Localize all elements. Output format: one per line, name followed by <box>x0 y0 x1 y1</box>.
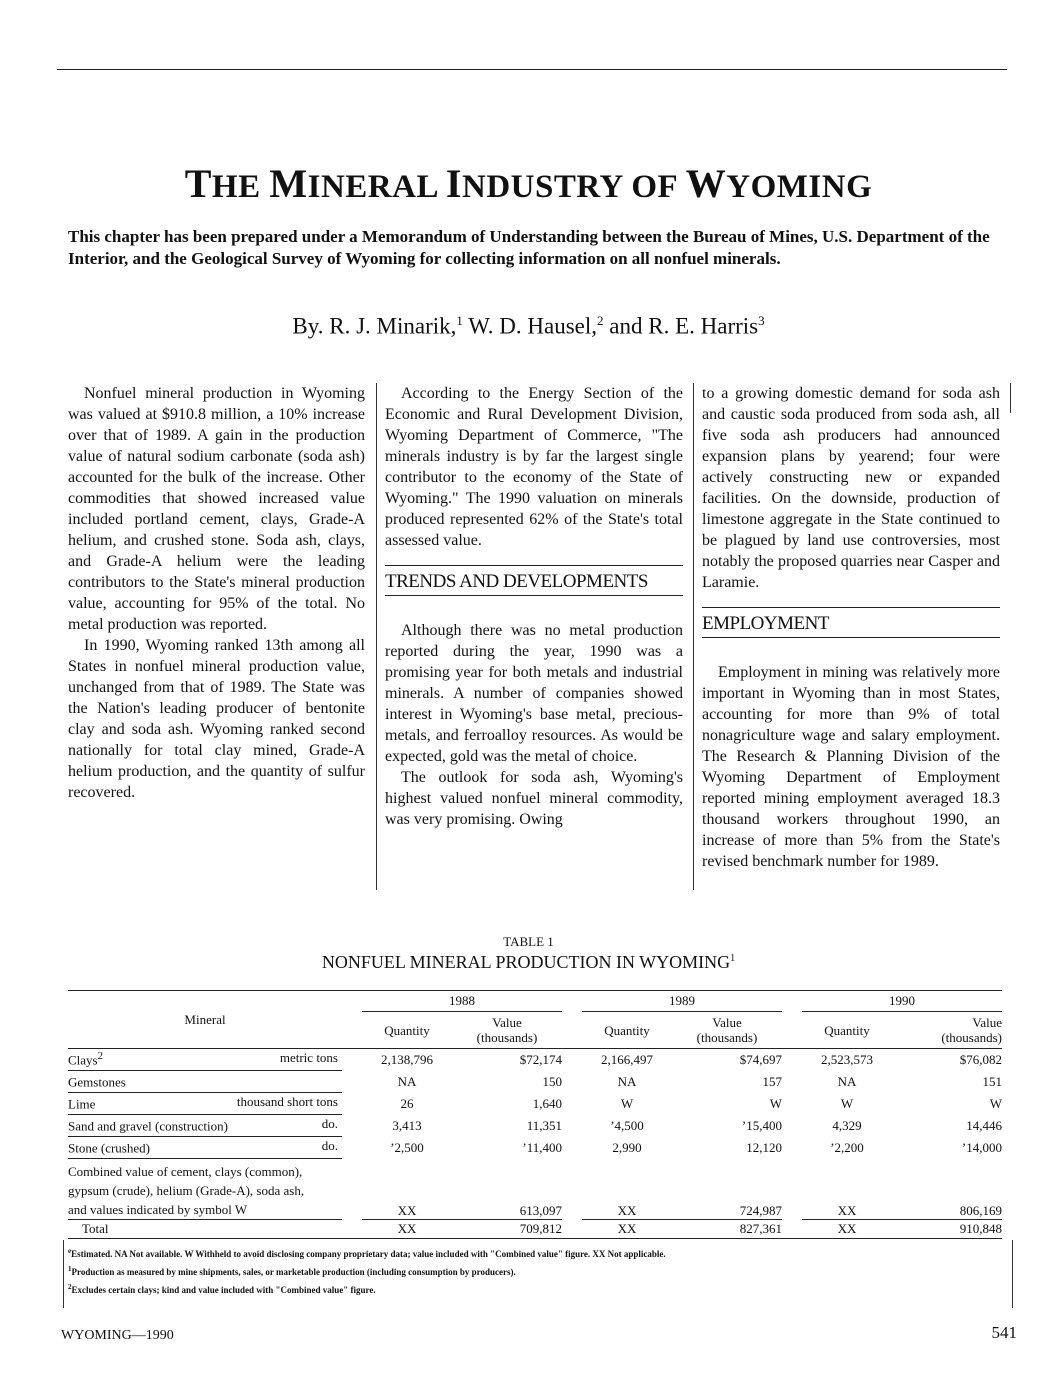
table-cell: XX <box>362 1159 452 1220</box>
table-caption: TABLE 1 <box>503 934 554 949</box>
table-footnotes <box>68 1244 666 1298</box>
table-cell: 2,138,796 <box>381 1051 433 1067</box>
table-cell: 1,640 <box>532 1095 562 1111</box>
table-cell: 4,329 <box>832 1117 862 1133</box>
value-header: Value (thousands) <box>892 1012 1002 1049</box>
mineral-production-table <box>68 991 1002 1239</box>
column-divider <box>376 383 377 890</box>
table-cell: ’4,500 <box>610 1117 644 1133</box>
table-cell: 26 <box>400 1095 414 1111</box>
table-row <box>68 1115 1002 1137</box>
table-cell: $72,174 <box>519 1051 562 1067</box>
margin-rule <box>63 1240 64 1308</box>
row-label: Lime thousand short tons <box>68 1093 342 1115</box>
column-divider <box>1010 383 1011 413</box>
paragraph: Although there was no metal production reported during the year, 1990 was a promising year for both metals and industrial minerals. A number of companies showed interest in Wyoming's base metal, precious-metals, and ferroalloy resources. As would be expected, gold was the metal of choice. <box>385 622 683 765</box>
mineral-column-header: Mineral <box>68 991 342 1049</box>
table-cell: 2,523,573 <box>821 1051 873 1067</box>
table-row-combined <box>68 1159 1002 1220</box>
table-cell: ’15,400 <box>741 1117 782 1133</box>
top-rule <box>57 69 1007 70</box>
row-label: Clays$^2$ metric tons <box>68 1049 342 1071</box>
table-cell: 613,097 <box>452 1159 562 1220</box>
value-header: Value (thousands) <box>452 1012 562 1049</box>
table-cell: XX <box>582 1159 672 1220</box>
table-cell: ’14,000 <box>961 1139 1002 1155</box>
quantity-header: Quantity <box>582 1012 672 1049</box>
table-cell: 724,987 <box>672 1159 782 1220</box>
table-cell: 3,413 <box>392 1117 422 1133</box>
table-cell: 910,848 <box>892 1220 1002 1239</box>
column-3 <box>702 383 1000 872</box>
page-title <box>0 160 1057 207</box>
paragraph: Nonfuel mineral production in Wyoming was valued at $910.8 million, a 10% increase over that of 1989. A gain in the production value of natural sodium carbonate (soda ash) accounted for the bulk of the increase. Other commodities that showed increased value included portland cement, clays, Grade-A helium, and crushed stone. Soda ash, clays, and Grade-A helium were the leading contributors to the State's mineral production value, accounting for 95% of the total. No metal production was reported. <box>68 385 365 633</box>
table-cell: 151 <box>982 1073 1002 1089</box>
column-divider <box>693 383 694 890</box>
table-title: NONFUEL MINERAL PRODUCTION IN WYOMING$^1$ <box>321 952 736 972</box>
table-cell: NA <box>837 1073 857 1089</box>
table-cell: 12,120 <box>746 1139 782 1155</box>
footnote: $^e$Estimated. NA Not available. W Withheld to avoid disclosing company proprietary data; value included with "Combined value" figure. XX Not applicable. <box>68 1247 666 1259</box>
table-cell: ’2,500 <box>390 1139 424 1155</box>
table-cell: NA <box>617 1073 637 1089</box>
byline: By. R. J. Minarik,$^1$ W. D. Hausel,$^2$ and R. E. Harris$^3$ <box>292 313 765 339</box>
table-row <box>68 1071 1002 1093</box>
table-row <box>68 1093 1002 1115</box>
quantity-header: Quantity <box>802 1012 892 1049</box>
table-cell: 14,446 <box>966 1117 1002 1133</box>
table-cell: 11,351 <box>526 1117 562 1133</box>
table-cell: W <box>620 1095 634 1111</box>
table-cell: W <box>989 1095 1002 1111</box>
table-cell: XX <box>582 1220 672 1239</box>
paragraph: The outlook for soda ash, Wyoming's highest valued nonfuel mineral commodity, was very promising. Owing <box>385 769 683 828</box>
margin-rule <box>1012 1240 1013 1308</box>
table-cell: W <box>840 1095 854 1111</box>
table-cell: NA <box>397 1073 417 1089</box>
table-cell: XX <box>362 1220 452 1239</box>
title-word-1: THE <box>184 161 270 206</box>
year-header-1989: 1989 <box>582 991 782 1012</box>
paragraph: According to the Energy Section of the Economic and Rural Development Division, Wyoming Department of Commerce, "The minerals industry is by far the largest single contributor to the economy of the State of Wyoming." The 1990 valuation on minerals produced represented 62% of the State's total assessed value. <box>385 385 683 549</box>
table-cell: 827,361 <box>672 1220 782 1239</box>
footnote: $^2$Excludes certain clays; kind and value included with "Combined value" figure. <box>68 1283 376 1295</box>
table-row <box>68 1137 1002 1159</box>
memorandum-note: This chapter has been prepared under a Memorandum of Understanding between the Bureau of Mines, U.S. Department of the Interior, and the Geological Survey of Wyoming for collecting information on all nonfuel minerals. <box>68 227 990 268</box>
table-cell: $76,082 <box>959 1051 1002 1067</box>
row-label: Sand and gravel (construction) do. <box>68 1115 342 1137</box>
row-label: Total <box>68 1220 342 1239</box>
row-label: Stone (crushed) do. <box>68 1137 342 1159</box>
year-header-1990: 1990 <box>802 991 1002 1012</box>
section-heading-employment: EMPLOYMENT <box>702 607 1000 638</box>
section-heading-trends: TRENDS AND DEVELOPMENTS <box>385 565 683 596</box>
page-number: 541 <box>991 1323 1017 1342</box>
paragraph: to a growing domestic demand for soda ash and caustic soda produced from soda ash, all five soda ash producers had announced expansion plans by yearend; four were actively constructing new or expanded facilities. On the downside, production of limestone aggregate in the State continued to be plagued by land use controversies, most notably the proposed quarries near Casper and Laramie. <box>702 385 1000 591</box>
table-cell: W <box>769 1095 782 1111</box>
paragraph: In 1990, Wyoming ranked 13th among all States in nonfuel mineral production value, unchanged from that of 1989. The State was the Nation's leading producer of bentonite clay and soda ash. Wyoming ranked second nationally for total clay mined, Grade-A helium production, and the quantity of sulfur recovered. <box>68 637 365 801</box>
value-header: Value (thousands) <box>672 1012 782 1049</box>
table-row <box>68 1049 1002 1071</box>
paragraph: Employment in mining was relatively more important in Wyoming than in most States, accounting for more than 9% of total nonagriculture wage and salary employment. The Research & Planning Division of the Wyoming Department of Employment reported mining employment averaged 18.3 thousand workers throughout 1990, an increase of more than 5% from the State's revised benchmark number for 1989. <box>702 664 1000 870</box>
table-cell: 150 <box>542 1073 562 1089</box>
column-2 <box>385 383 683 830</box>
table-cell: 157 <box>762 1073 782 1089</box>
running-footer: WYOMING—1990 <box>61 1328 174 1343</box>
footnote: $^1$Production as measured by mine shipments, sales, or marketable production (including consumption by producers). <box>68 1265 516 1277</box>
table-cell: ’2,200 <box>830 1139 864 1155</box>
table-cell: XX <box>802 1220 892 1239</box>
row-label: Combined value of cement, clays (common), gypsum (crude), helium (Grade-A), soda ash, and values indicated by symbol W <box>68 1159 342 1220</box>
title-word-2: MINERAL <box>269 161 446 206</box>
row-label: Gemstones <box>68 1071 342 1093</box>
table-cell: 806,169 <box>892 1159 1002 1220</box>
title-word-4: WYOMING <box>685 161 873 206</box>
column-1 <box>68 383 365 803</box>
table-cell: 2,990 <box>612 1139 642 1155</box>
table-cell: ’11,400 <box>522 1139 562 1155</box>
table-cell: $74,697 <box>739 1051 782 1067</box>
table-cell: 2,166,497 <box>601 1051 653 1067</box>
table-cell: XX <box>802 1159 892 1220</box>
year-header-1988: 1988 <box>362 991 562 1012</box>
table-row-total <box>68 1220 1002 1239</box>
table-cell: 709,812 <box>452 1220 562 1239</box>
title-word-3: INDUSTRY OF <box>445 161 686 206</box>
quantity-header: Quantity <box>362 1012 452 1049</box>
